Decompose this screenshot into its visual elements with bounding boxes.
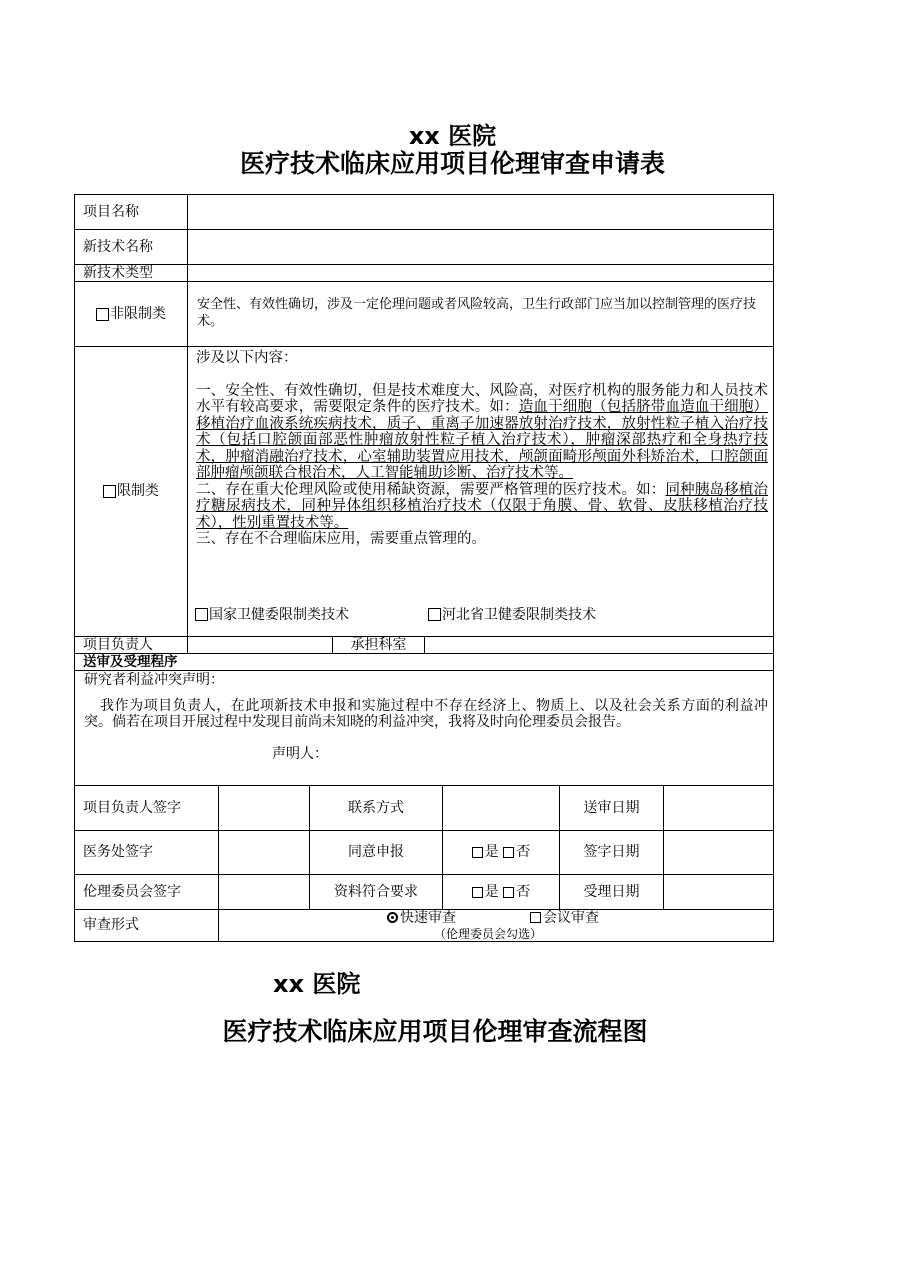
form-title: 医疗技术临床应用项目伦理审查申请表	[239, 149, 665, 178]
non-restricted-label: 非限制类	[110, 305, 166, 322]
docs-ok-label: 资料符合要求	[309, 874, 443, 910]
non-restricted-description	[187, 281, 774, 347]
accept-date-field[interactable]	[663, 874, 774, 910]
agree-yes-label: 是	[484, 844, 499, 861]
agree-label: 同意申报	[309, 830, 443, 875]
tech-type-spacer	[187, 264, 774, 282]
medical-dept-signature-label: 医务处签字	[74, 830, 219, 875]
conflict-statement	[74, 670, 774, 786]
docs-ok-options	[442, 874, 560, 910]
non-restricted-desc-text: 安全性、有效性确切，涉及一定伦理问题或者风险较高，卫生行政部门应当加以控制管理的医疗技术。	[197, 297, 757, 329]
procedure-header: 送审及受理程序	[74, 653, 774, 671]
docs-no-checkbox[interactable]	[503, 887, 514, 898]
tech-type-label: 新技术类型	[74, 264, 188, 282]
docs-no-label: 否	[516, 883, 531, 900]
agree-options	[442, 830, 560, 875]
restricted-p1-examples: 造血干细胞（包括脐带血造血干细胞）移植治疗血液系统疾病技术，质子、重离子加速器放射治疗技术，放射性粒子植入治疗技术（包括口腔颌面部恶性肿瘤放射性粒子植入治疗技术），肿瘤深部热疗和全身热疗技术，肿瘤消融治疗技术，心室辅助装置应用技术，颅颌面畸形颅面外科矫治术，口腔颌面部肿瘤颅颌联合根治术，人工智能辅助诊断、治疗技术等。	[196, 399, 769, 481]
department-field[interactable]	[424, 636, 774, 654]
submit-date-field[interactable]	[663, 785, 774, 831]
fast-review-option[interactable]	[387, 910, 456, 927]
restricted-text-block	[196, 350, 768, 548]
meeting-review-label: 会议审查	[543, 910, 599, 926]
accept-date-label: 受理日期	[559, 874, 664, 910]
review-form-label: 审查形式	[74, 909, 219, 942]
restricted-label: 限制类	[117, 483, 159, 500]
restricted-paragraph-2	[196, 482, 768, 532]
hebei-option[interactable]	[428, 604, 596, 624]
restricted-p2-examples: 同种胰岛移植治疗糖尿病技术，同种异体组织移植治疗技术（仅限于角膜、骨、软骨、皮肤移植治疗技术），性别重置技术等。	[196, 481, 769, 531]
fast-review-label: 快速审查	[400, 910, 456, 926]
non-restricted-checkbox[interactable]	[96, 308, 109, 321]
declarant-label: 声明人：	[272, 746, 328, 762]
restricted-p2-text: 二、存在重大伦理风险或使用稀缺资源，需要严格管理的医疗技术。如：	[196, 481, 666, 498]
department-label: 承担科室	[332, 636, 425, 654]
review-note: （伦理委员会勾选）	[434, 927, 543, 941]
contact-field[interactable]	[442, 785, 560, 831]
contact-label: 联系方式	[309, 785, 443, 831]
hebei-option-label: 河北省卫健委限制类技术	[442, 607, 596, 623]
agree-no-label: 否	[516, 844, 531, 861]
new-tech-name-label: 新技术名称	[74, 229, 188, 265]
sign-date-field[interactable]	[663, 830, 774, 875]
restricted-paragraph-3: 三、存在不合理临床应用，需要重点管理的。	[196, 531, 486, 547]
restricted-checkbox[interactable]	[103, 485, 116, 498]
form-title-hospital: xx 医院	[408, 122, 497, 150]
leader-signature-label: 项目负责人签字	[74, 785, 219, 831]
agree-no-checkbox[interactable]	[503, 847, 514, 858]
sign-date-label: 签字日期	[559, 830, 664, 875]
leader-label: 项目负责人	[74, 636, 188, 654]
meeting-review-option[interactable]	[530, 910, 599, 927]
agree-yes-checkbox[interactable]	[472, 847, 483, 858]
medical-dept-signature-field[interactable]	[218, 830, 310, 875]
project-name-field[interactable]	[187, 194, 774, 230]
fast-review-radio[interactable]	[387, 912, 398, 923]
national-option-label: 国家卫健委限制类技术	[209, 607, 349, 623]
new-tech-name-field[interactable]	[187, 229, 774, 265]
flow-title-hospital: xx 医院	[273, 970, 361, 998]
flow-title: 医疗技术临床应用项目伦理审查流程图	[222, 1017, 648, 1046]
conflict-title: 研究者利益冲突声明：	[84, 672, 224, 688]
docs-yes-checkbox[interactable]	[472, 887, 483, 898]
hebei-checkbox[interactable]	[428, 608, 441, 621]
docs-yes-label: 是	[484, 883, 499, 900]
non-restricted-option[interactable]	[74, 281, 188, 347]
review-form-options	[218, 909, 774, 942]
restricted-paragraph-1	[196, 383, 768, 482]
restricted-intro: 涉及以下内容：	[196, 350, 298, 366]
ethics-signature-label: 伦理委员会签字	[74, 874, 219, 910]
national-checkbox[interactable]	[195, 608, 208, 621]
submit-date-label: 送审日期	[559, 785, 664, 831]
restricted-p1-text: 一、安全性、有效性确切，但是技术难度大、风险高，对医疗机构的服务能力和人员技术水平有较高要求，需要限定条件的医疗技术。如：	[196, 382, 768, 415]
ethics-signature-field[interactable]	[218, 874, 310, 910]
leader-signature-field[interactable]	[218, 785, 310, 831]
meeting-review-checkbox[interactable]	[530, 912, 541, 923]
leader-field[interactable]	[187, 636, 333, 654]
national-option[interactable]	[195, 604, 349, 624]
conflict-text: 我作为项目负责人，在此项新技术申报和实施过程中不存在经济上、物质上、以及社会关系方面的利益冲突。倘若在项目开展过程中发现目前尚未知晓的利益冲突，我将及时向伦理委员会报告。	[84, 698, 768, 730]
restricted-option[interactable]	[74, 346, 188, 637]
project-name-label: 项目名称	[74, 194, 188, 230]
